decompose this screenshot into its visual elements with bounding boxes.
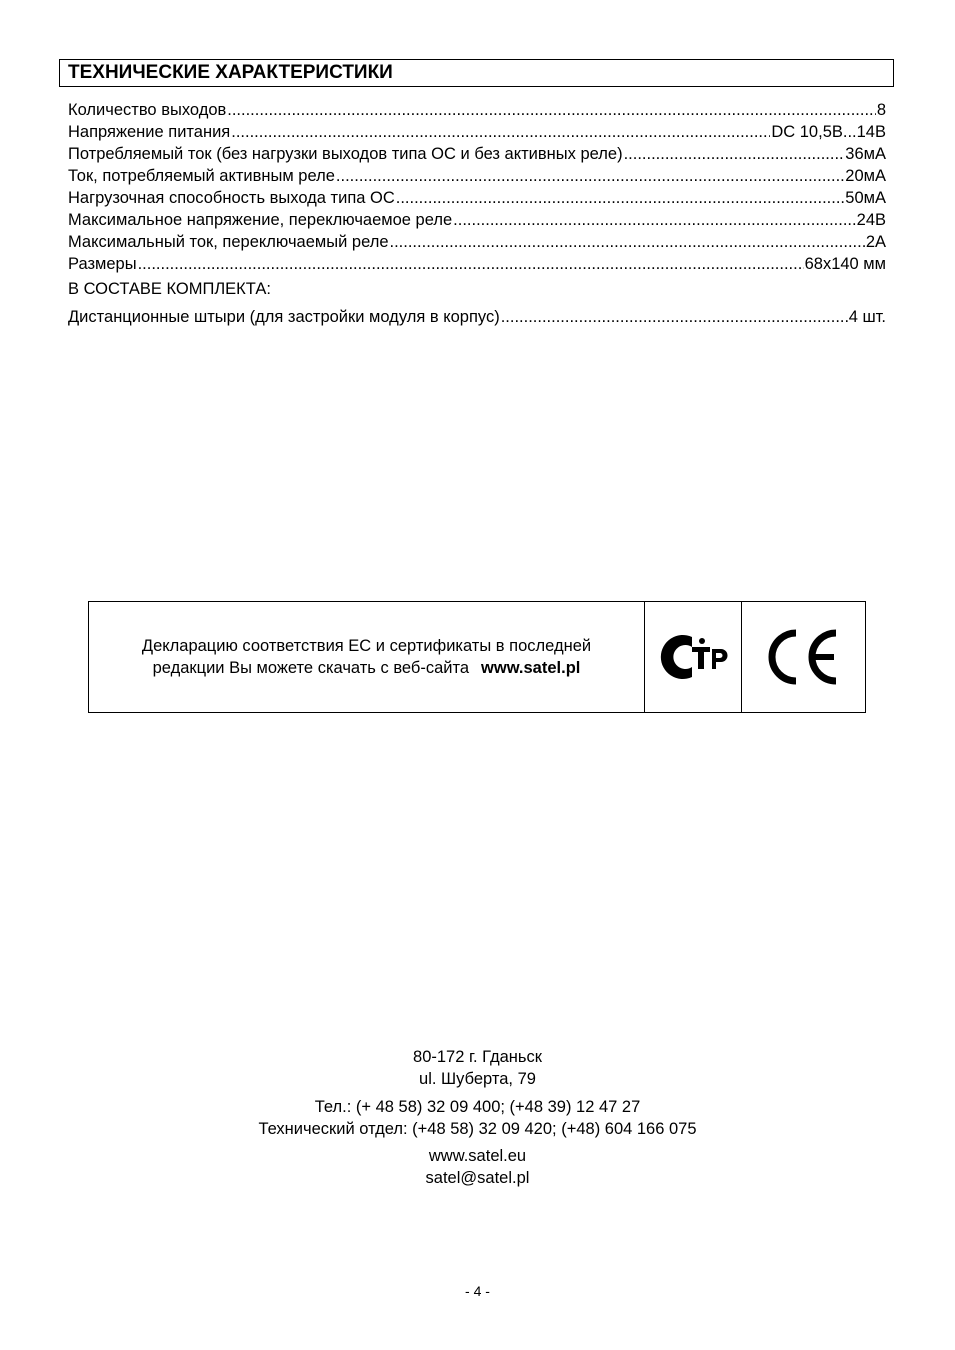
address-line1: 80-172 г. Гданьск <box>413 1048 542 1066</box>
leader-dots <box>453 209 855 231</box>
spec-row <box>68 121 886 143</box>
spec-row <box>68 187 886 209</box>
spec-value: 36мА <box>845 145 886 163</box>
spec-row <box>68 99 886 121</box>
leader-dots <box>390 231 865 253</box>
spec-label: Потребляемый ток (без нагрузки выходов типа ОС и без активных реле) <box>68 145 623 163</box>
declaration-text <box>89 602 645 712</box>
spec-list <box>68 99 886 328</box>
leader-dots <box>396 187 845 209</box>
leader-dots <box>227 99 876 121</box>
spec-value: 68x140 мм <box>804 255 886 273</box>
spec-value: 50мА <box>845 189 886 207</box>
tech-dept-line: Технический отдел: (+48 58) 32 09 420; (+48) 604 166 075 <box>258 1120 697 1138</box>
spec-row <box>68 209 886 231</box>
spec-label: Количество выходов <box>68 101 227 119</box>
spec-row <box>68 231 886 253</box>
leader-dots <box>231 121 770 143</box>
declaration-line1: Декларацию соответствия ЕС и сертификаты в последней <box>141 637 592 655</box>
kit-heading: В СОСТАВЕ КОМПЛЕКТА: <box>68 280 271 298</box>
spec-label: Размеры <box>68 255 137 273</box>
kit-value: 4 шт. <box>848 308 886 326</box>
address-line2: ul. Шуберта, 79 <box>419 1070 536 1088</box>
spec-row <box>68 253 886 275</box>
spec-label: Максимальный ток, переключаемый реле <box>68 233 389 251</box>
ctp-mark-cell <box>645 602 742 712</box>
web-block <box>0 1145 955 1189</box>
leader-dots <box>501 306 848 328</box>
kit-label: Дистанционные штыри (для застройки модуля в корпус) <box>68 308 500 326</box>
spec-label: Нагрузочная способность выхода типа ОС <box>68 189 395 207</box>
website-link[interactable]: www.satel.pl <box>481 659 581 677</box>
phone-line: Тел.: (+ 48 58) 32 09 400; (+48 39) 12 47 27 <box>314 1098 641 1116</box>
spec-label: Напряжение питания <box>68 123 231 141</box>
ce-mark-icon <box>764 627 844 687</box>
spec-value: 8 <box>876 101 886 119</box>
leader-dots <box>336 165 844 187</box>
kit-row <box>68 306 886 328</box>
spec-value: 24В <box>856 211 886 229</box>
email-link[interactable]: satel@satel.pl <box>425 1169 530 1187</box>
contact-block <box>0 1096 955 1140</box>
spec-label: Ток, потребляемый активным реле <box>68 167 335 185</box>
leader-dots <box>138 253 804 275</box>
spec-value: 20мА <box>845 167 886 185</box>
spec-row <box>68 165 886 187</box>
ce-mark-cell <box>742 602 865 712</box>
address-block <box>0 1046 955 1090</box>
spec-label: Максимальное напряжение, переключаемое реле <box>68 211 453 229</box>
spec-row <box>68 143 886 165</box>
declaration-line2: редакции Вы можете скачать с веб-сайта <box>152 659 470 677</box>
declaration-box <box>88 601 866 713</box>
spec-value: DC 10,5В...14В <box>771 123 886 141</box>
ctp-mark-icon <box>654 627 732 687</box>
section-title: ТЕХНИЧЕСКИЕ ХАРАКТЕРИСТИКИ <box>59 59 894 87</box>
page-number: - 4 - <box>465 1283 490 1299</box>
web-link[interactable]: www.satel.eu <box>428 1147 527 1165</box>
declaration-line2-wrap <box>153 657 581 679</box>
leader-dots <box>624 143 845 165</box>
spec-value: 2A <box>865 233 886 251</box>
